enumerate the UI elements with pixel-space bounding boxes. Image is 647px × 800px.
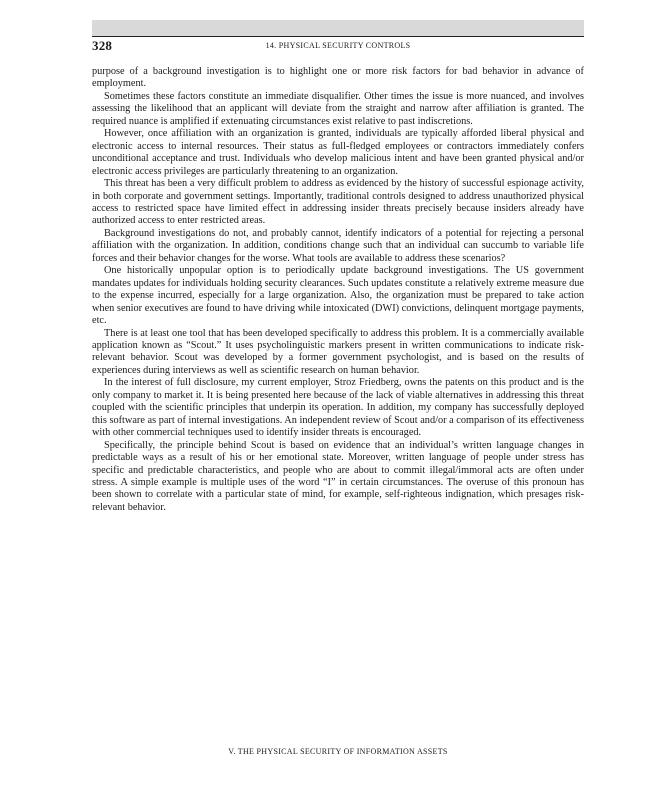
paragraph: In the interest of full disclosure, my current employer, Stroz Friedberg, owns the patents on this product and is the only company to market it. It is being presented here because of the lack of viable alternatives in addressing this threat coupled with the scientific principles that underpin its operation. In addition, my company has successfully deployed this software as part of internal investigations. An independent review of Scout and/or a comparison of its effectiveness with other commercial techniques used to identify insider threats is encouraged. [92, 377, 584, 439]
page-number: 328 [92, 38, 113, 53]
paragraph: purpose of a background investigation is to highlight one or more risk factors for bad behavior in advance of employment. [92, 66, 584, 90]
paragraph: There is at least one tool that has been developed specifically to address this problem. It is a commercially available application known as “Scout.” It uses psycholinguistic markers present in written communications to indicate risk-relevant behavior. Scout was developed by a former government psychologist, and is based on the results of experiences during interviews as well as scientific research on human behavior. [92, 327, 584, 376]
paragraph: Sometimes these factors constitute an immediate disqualifier. Other times the issue is more nuanced, and involves assessing the likelihood that an applicant will deviate from the straight and narrow after affiliation is granted. The required nuance is amplified if extenuating circumstances exist relative to past indiscretions. [92, 90, 584, 127]
paragraph: This threat has been a very difficult problem to address as evidenced by the history of successful espionage activity, in both corporate and government settings. Importantly, traditional controls designed to address unauthorized physical access to restricted space have limited effect in addressing insider threats precisely because insiders already have authorized access to enter restricted areas. [92, 178, 584, 227]
paragraph: One historically unpopular option is to periodically update background investigations. The US government mandates updates for individuals holding security clearances. Such updates constitute a relatively extreme measure due to the expense incurred, especially for a large organization. Also, the organization must be prepared to take action when senior executives are found to have driving while intoxicated (DWI) convictions, delinquent mortgage payments, etc. [92, 265, 584, 327]
header-band [92, 20, 584, 37]
header-rule [92, 36, 584, 37]
paragraph: Background investigations do not, and probably cannot, identify indicators of a potential for rejecting a personal affiliation with the organization. In addition, conditions change such that an individual can succumb to variable life forces and their behavior changes for the worse. What tools are available to address these scenarios? [92, 227, 584, 264]
paragraph: However, once affiliation with an organization is granted, individuals are typically afforded liberal physical and electronic access to internal resources. Their status as full-fledged employees or contractors immediately confers unconditional acceptance and trust. Individuals who develop malicious intent and have been granted physical and/or electronic access privileges are particularly threatening to an organization. [92, 128, 584, 177]
running-header: 14. PHYSICAL SECURITY CONTROLS [265, 41, 411, 50]
running-footer: V. THE PHYSICAL SECURITY OF INFORMATION ASSETS [228, 747, 448, 756]
paragraph: Specifically, the principle behind Scout is based on evidence that an individual’s written language changes in predictable ways as a result of his or her emotional state. Moreover, written language of people under stress has specific and predictable characteristics, and people who are about to commit illegal/immoral acts are often under stress. A simple example is multiple uses of the word “I” in certain circumstances. The overuse of this pronoun has been shown to correlate with a particular state of mind, for example, self-righteous indignation, which presages risk-relevant behavior. [92, 439, 584, 513]
body-text [92, 66, 584, 514]
